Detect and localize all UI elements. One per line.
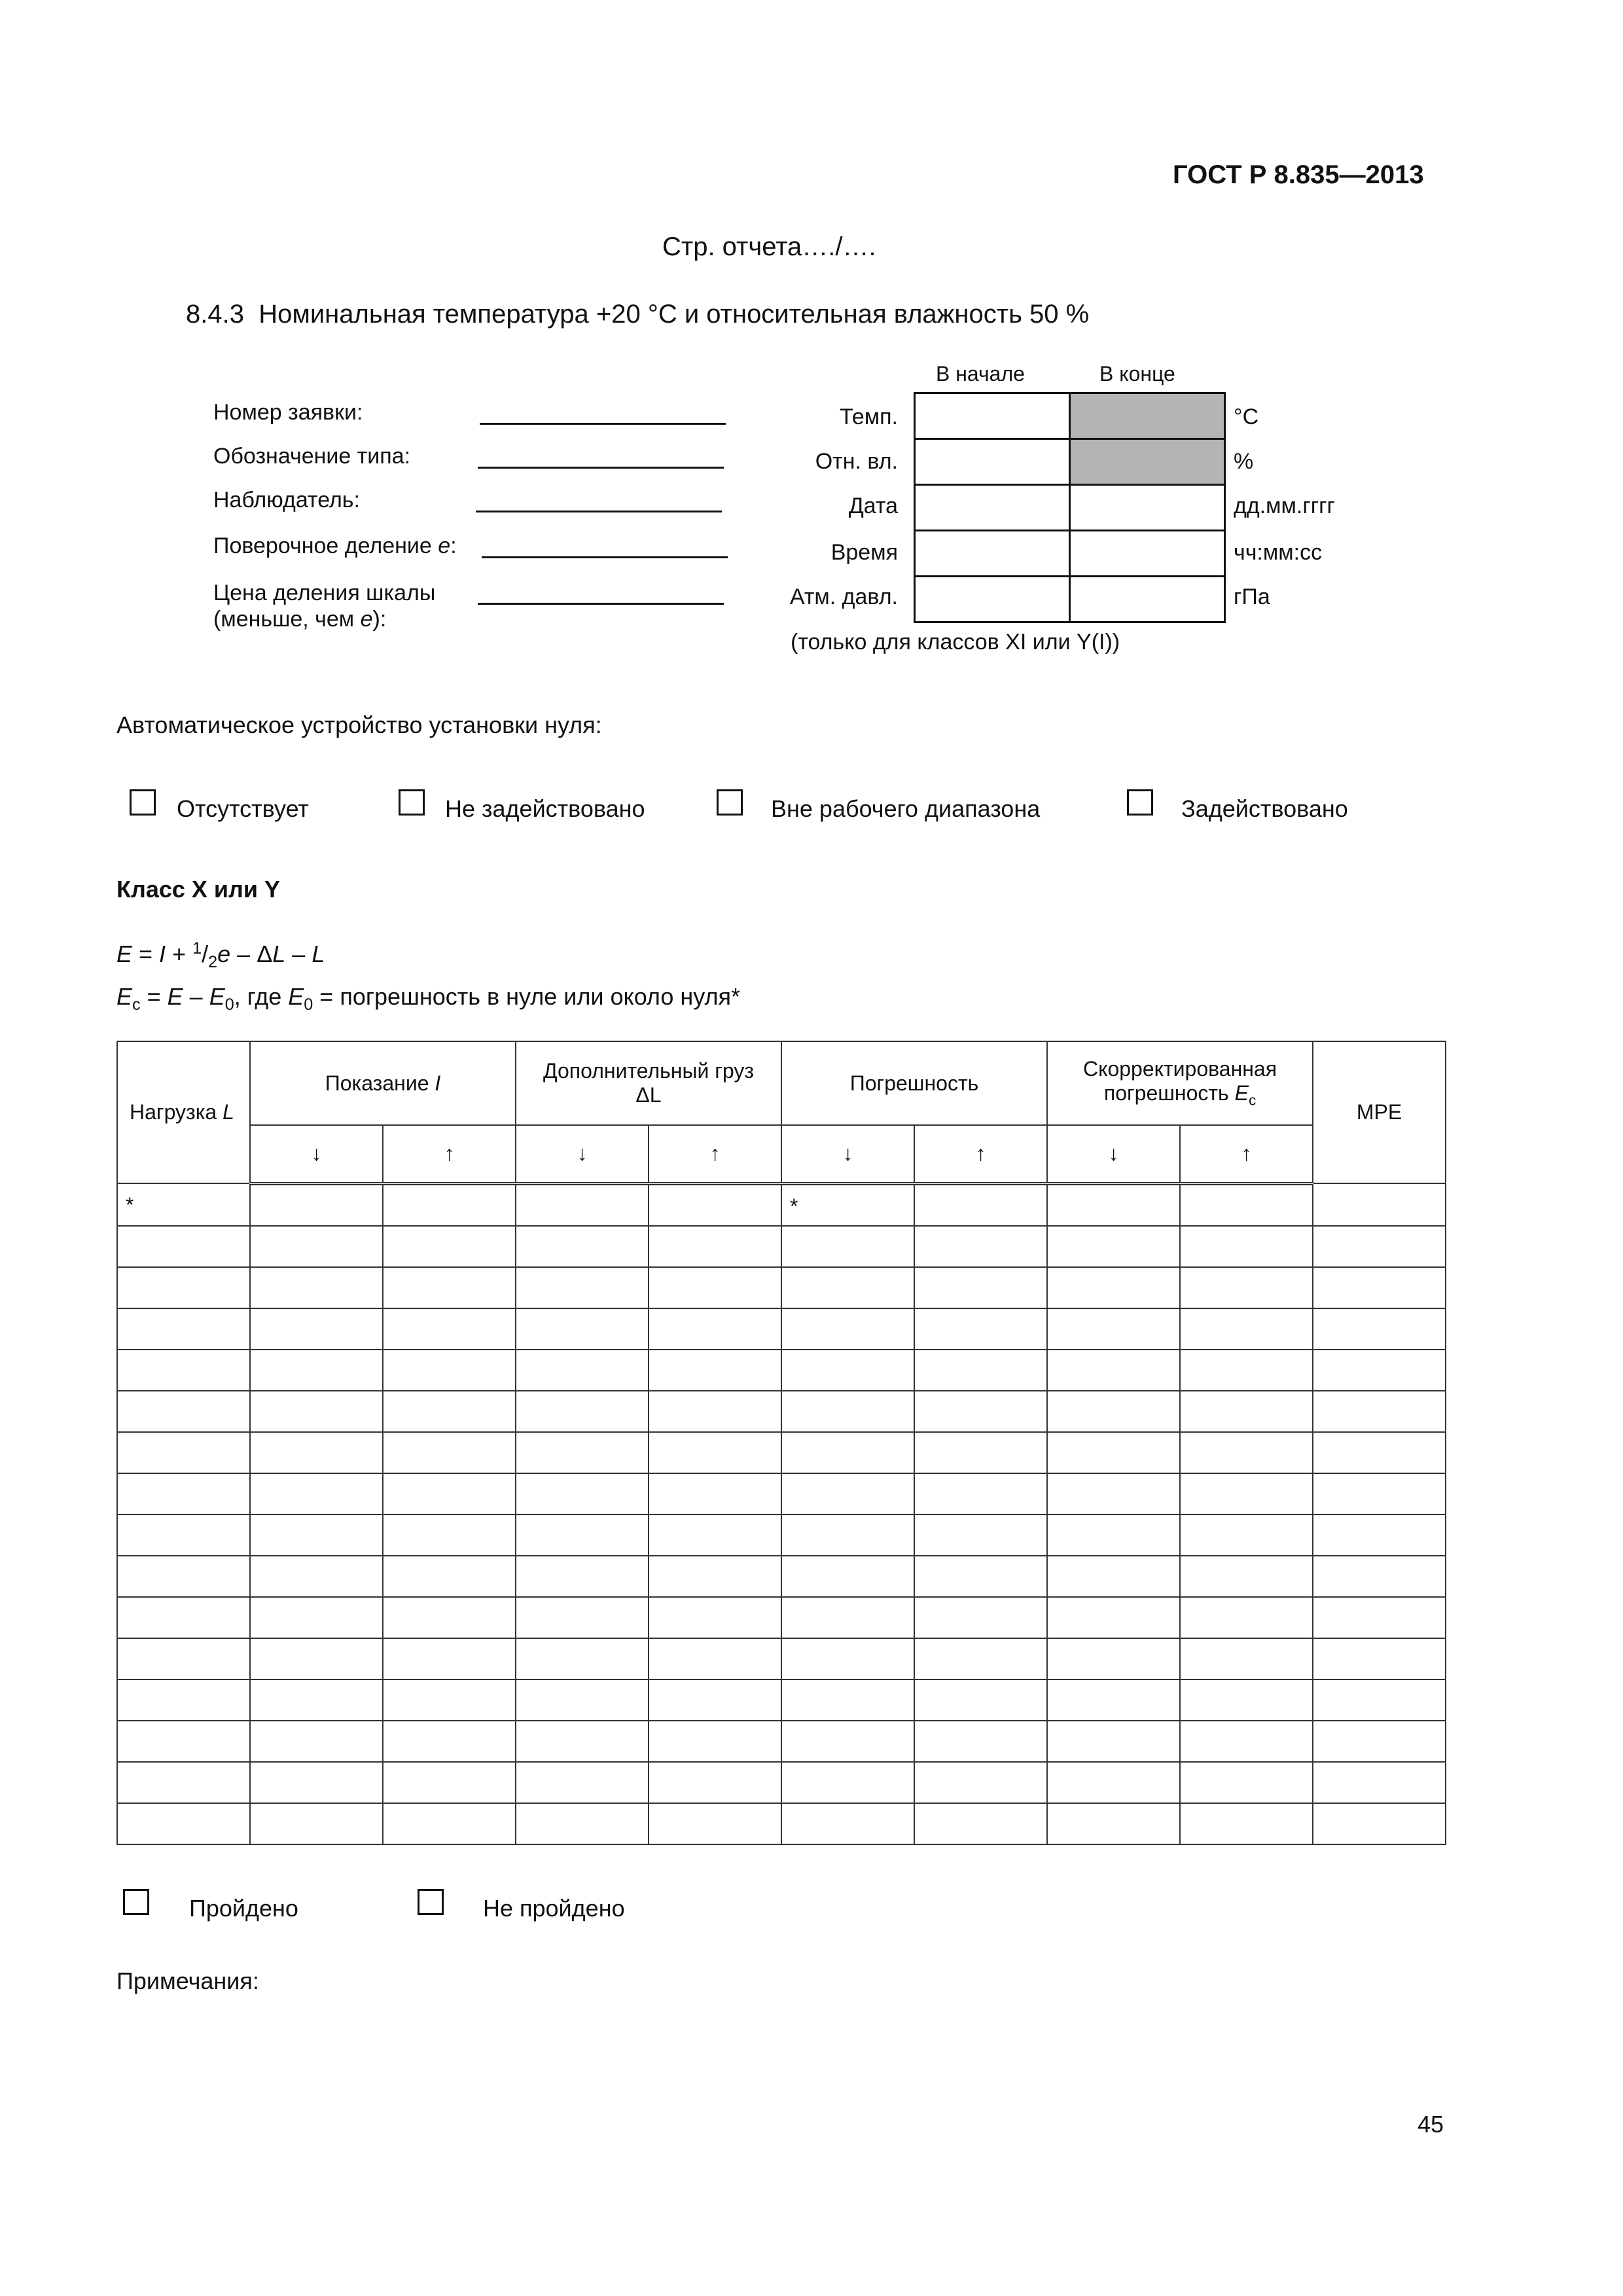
- table-cell[interactable]: [117, 1226, 250, 1267]
- table-cell[interactable]: [1047, 1803, 1180, 1844]
- table-cell[interactable]: [117, 1432, 250, 1473]
- table-cell[interactable]: [516, 1183, 649, 1226]
- table-cell[interactable]: [1180, 1679, 1313, 1721]
- header-corrected-error: Скорректированная погрешность $E_c$: [1047, 1041, 1313, 1125]
- checkbox-failed-label: Не пройдено: [483, 1895, 625, 1922]
- table-cell[interactable]: [250, 1556, 383, 1597]
- checkbox-out-of-range-label: Вне рабочего диапазона: [771, 795, 1041, 822]
- table-cell[interactable]: [383, 1473, 516, 1515]
- table-cell[interactable]: [914, 1556, 1047, 1597]
- table-cell[interactable]: [383, 1226, 516, 1267]
- conditions-label-temp: Темп.: [839, 404, 898, 429]
- pressure-end-cell[interactable]: [1070, 577, 1225, 622]
- table-cell[interactable]: [914, 1721, 1047, 1762]
- table-cell[interactable]: [250, 1803, 383, 1844]
- temp-start-cell[interactable]: [915, 393, 1070, 439]
- table-cell[interactable]: [1047, 1556, 1180, 1597]
- page-number: 45: [1418, 2111, 1444, 2138]
- conditions-unit-pressure: гПа: [1234, 584, 1270, 609]
- checkbox-passed[interactable]: [123, 1889, 149, 1915]
- table-row: [117, 1350, 1446, 1391]
- table-cell[interactable]: [781, 1473, 914, 1515]
- field-line-verification-division[interactable]: [482, 556, 728, 558]
- table-cell[interactable]: [1180, 1226, 1313, 1267]
- field-label-scale-interval-note: (меньше, чем е):: [213, 607, 387, 632]
- table-row: [117, 1803, 1446, 1844]
- table-cell[interactable]: [914, 1391, 1047, 1432]
- table-cell[interactable]: [383, 1803, 516, 1844]
- header-additional-load-text: Дополнительный груз: [543, 1059, 755, 1083]
- conditions-label-date: Дата: [848, 493, 898, 518]
- table-cell[interactable]: [1047, 1432, 1180, 1473]
- table-cell[interactable]: [781, 1679, 914, 1721]
- table-cell[interactable]: [1047, 1762, 1180, 1803]
- checkbox-absent-label: Отсутствует: [177, 795, 309, 822]
- table-cell[interactable]: [649, 1391, 781, 1432]
- table-row: [117, 1638, 1446, 1679]
- table-row: [117, 1473, 1446, 1515]
- header-load-text: Нагрузка: [130, 1100, 217, 1124]
- error-up-arrow-icon: ↑: [914, 1125, 1047, 1183]
- table-cell[interactable]: [250, 1226, 383, 1267]
- table-cell[interactable]: [914, 1762, 1047, 1803]
- zero-device-title: Автоматическое устройство установки нуля:: [116, 711, 602, 738]
- table-cell[interactable]: [1047, 1679, 1180, 1721]
- table-cell[interactable]: [516, 1350, 649, 1391]
- conditions-col-start: В начале: [936, 362, 1025, 386]
- checkbox-passed-label: Пройдено: [189, 1895, 298, 1922]
- table-cell[interactable]: [1047, 1638, 1180, 1679]
- table-cell[interactable]: [1180, 1308, 1313, 1350]
- table-cell[interactable]: [250, 1391, 383, 1432]
- table-cell[interactable]: [649, 1556, 781, 1597]
- formula-corrected-error: $E_c = E - E_0$, где $E_0$ = погрешность в нуле или около нуля*: [116, 983, 740, 1014]
- table-cell[interactable]: [1180, 1638, 1313, 1679]
- conditions-label-time: Время: [830, 540, 898, 565]
- table-cell[interactable]: [1313, 1721, 1446, 1762]
- section-heading: [186, 300, 1089, 329]
- table-cell[interactable]: [781, 1803, 914, 1844]
- table-cell[interactable]: [914, 1350, 1047, 1391]
- conditions-unit-time: чч:мм:сс: [1234, 540, 1323, 565]
- table-cell[interactable]: [117, 1556, 250, 1597]
- table-cell[interactable]: [914, 1638, 1047, 1679]
- table-cell[interactable]: [1180, 1183, 1313, 1226]
- table-cell[interactable]: [914, 1473, 1047, 1515]
- humidity-end-cell-shaded: [1070, 439, 1225, 485]
- table-cell[interactable]: [1313, 1762, 1446, 1803]
- field-line-type[interactable]: [478, 467, 724, 469]
- table-cell[interactable]: [383, 1762, 516, 1803]
- table-cell[interactable]: [516, 1638, 649, 1679]
- header-indication-text: Показание: [325, 1071, 429, 1095]
- table-cell[interactable]: [117, 1473, 250, 1515]
- measurement-table-body: [117, 1183, 1446, 1844]
- table-cell[interactable]: [649, 1597, 781, 1638]
- table-cell[interactable]: [914, 1308, 1047, 1350]
- conditions-row-temp: [915, 393, 1225, 439]
- table-cell[interactable]: [781, 1762, 914, 1803]
- table-cell[interactable]: [250, 1679, 383, 1721]
- conditions-unit-humidity: %: [1234, 449, 1254, 474]
- conditions-row-date: [915, 485, 1225, 531]
- table-cell[interactable]: [1180, 1597, 1313, 1638]
- table-cell[interactable]: [1180, 1473, 1313, 1515]
- table-cell[interactable]: [516, 1226, 649, 1267]
- table-cell[interactable]: [516, 1721, 649, 1762]
- corrected-error-down-arrow-icon: ↓: [1047, 1125, 1180, 1183]
- checkbox-absent[interactable]: [130, 789, 156, 816]
- table-cell[interactable]: [1313, 1391, 1446, 1432]
- class-heading: Класс X или Y: [116, 876, 281, 903]
- table-cell[interactable]: [1313, 1679, 1446, 1721]
- measurement-table: [116, 1041, 1446, 1845]
- checkbox-failed[interactable]: [418, 1889, 444, 1915]
- table-cell[interactable]: [1313, 1473, 1446, 1515]
- table-cell[interactable]: [781, 1350, 914, 1391]
- conditions-table: [914, 392, 1226, 623]
- table-row: [117, 1267, 1446, 1308]
- table-cell[interactable]: [649, 1308, 781, 1350]
- table-cell[interactable]: [1313, 1597, 1446, 1638]
- table-cell[interactable]: [1180, 1762, 1313, 1803]
- table-cell[interactable]: [781, 1515, 914, 1556]
- table-cell[interactable]: [781, 1597, 914, 1638]
- formula-error: $E = I + ^1/_2e - \Delta L - L$: [116, 939, 325, 972]
- table-cell[interactable]: [250, 1473, 383, 1515]
- table-cell[interactable]: [1180, 1391, 1313, 1432]
- table-cell[interactable]: [250, 1308, 383, 1350]
- table-cell[interactable]: [383, 1267, 516, 1308]
- table-cell[interactable]: [649, 1432, 781, 1473]
- table-cell[interactable]: [117, 1597, 250, 1638]
- table-cell[interactable]: [383, 1721, 516, 1762]
- table-cell[interactable]: [1047, 1183, 1180, 1226]
- table-cell[interactable]: [781, 1226, 914, 1267]
- report-page-label: Стр. отчета…./….: [662, 232, 876, 261]
- table-cell[interactable]: [516, 1679, 649, 1721]
- table-cell[interactable]: [649, 1515, 781, 1556]
- table-cell[interactable]: [516, 1267, 649, 1308]
- checkbox-not-engaged[interactable]: [399, 789, 425, 816]
- formula-tail: = погрешность в нуле или около нуля*: [313, 983, 740, 1010]
- table-cell[interactable]: [781, 1556, 914, 1597]
- table-cell[interactable]: [1047, 1515, 1180, 1556]
- time-end-cell[interactable]: [1070, 531, 1225, 577]
- table-cell[interactable]: [781, 1267, 914, 1308]
- table-cell[interactable]: [117, 1803, 250, 1844]
- pressure-start-cell[interactable]: [915, 577, 1070, 622]
- table-cell[interactable]: [1313, 1350, 1446, 1391]
- header-corrected-error-text2: погрешность: [1103, 1081, 1229, 1105]
- table-cell[interactable]: [1047, 1350, 1180, 1391]
- conditions-label-pressure: Атм. давл.: [789, 584, 898, 609]
- table-cell[interactable]: [516, 1308, 649, 1350]
- table-cell[interactable]: [117, 1515, 250, 1556]
- table-cell[interactable]: [1180, 1267, 1313, 1308]
- header-corrected-error-text: Скорректированная: [1082, 1057, 1277, 1081]
- field-line-request-number[interactable]: [480, 423, 726, 425]
- conditions-unit-temp: °С: [1234, 404, 1259, 429]
- field-label-verification-division: [213, 533, 457, 559]
- table-row: [117, 1391, 1446, 1432]
- table-cell[interactable]: [914, 1183, 1047, 1226]
- error-down-arrow-icon: ↓: [781, 1125, 914, 1183]
- table-row: [117, 1762, 1446, 1803]
- additional-load-down-arrow-icon: ↓: [516, 1125, 649, 1183]
- zero-error-mark: *: [790, 1194, 798, 1218]
- field-label-observer: Наблюдатель:: [213, 488, 360, 512]
- table-cell[interactable]: [1313, 1432, 1446, 1473]
- corrected-error-up-arrow-icon: ↑: [1180, 1125, 1313, 1183]
- additional-load-up-arrow-icon: ↑: [649, 1125, 781, 1183]
- table-cell[interactable]: [250, 1350, 383, 1391]
- table-cell[interactable]: [1047, 1226, 1180, 1267]
- table-cell[interactable]: [1313, 1556, 1446, 1597]
- field-line-scale-interval[interactable]: [478, 603, 724, 605]
- table-cell[interactable]: [383, 1432, 516, 1473]
- table-cell[interactable]: [383, 1308, 516, 1350]
- table-row: [117, 1226, 1446, 1267]
- table-cell[interactable]: [383, 1597, 516, 1638]
- table-cell[interactable]: [516, 1762, 649, 1803]
- table-cell[interactable]: [1313, 1515, 1446, 1556]
- checkbox-out-of-range[interactable]: [717, 789, 743, 816]
- field-label-request-number: Номер заявки:: [213, 400, 363, 425]
- table-cell[interactable]: [914, 1226, 1047, 1267]
- table-cell[interactable]: [649, 1473, 781, 1515]
- field-label-scale-interval: Цена деления шкалы: [213, 581, 436, 605]
- table-cell[interactable]: [383, 1515, 516, 1556]
- table-cell[interactable]: [649, 1226, 781, 1267]
- table-row: [117, 1597, 1446, 1638]
- table-cell[interactable]: [117, 1638, 250, 1679]
- table-cell[interactable]: [117, 1762, 250, 1803]
- table-row: [117, 1679, 1446, 1721]
- header-indication: [250, 1041, 516, 1125]
- conditions-col-end: В конце: [1099, 362, 1175, 386]
- field-label-verification-division-text: Поверочное деление е:: [213, 533, 457, 558]
- table-cell[interactable]: [649, 1638, 781, 1679]
- table-row: [117, 1183, 1446, 1226]
- formula-where: , где: [234, 983, 289, 1010]
- table-cell[interactable]: [516, 1556, 649, 1597]
- table-cell[interactable]: [1180, 1721, 1313, 1762]
- conditions-note: (только для классов XI или Y(I)): [791, 630, 1120, 655]
- table-row: [117, 1721, 1446, 1762]
- conditions-row-humidity: [915, 439, 1225, 485]
- table-cell[interactable]: [1047, 1597, 1180, 1638]
- table-cell[interactable]: [914, 1679, 1047, 1721]
- header-mpe: MPE: [1313, 1041, 1446, 1183]
- table-cell[interactable]: [250, 1638, 383, 1679]
- table-cell[interactable]: [1313, 1803, 1446, 1844]
- table-cell[interactable]: [649, 1803, 781, 1844]
- table-cell[interactable]: [250, 1597, 383, 1638]
- table-cell[interactable]: [1313, 1308, 1446, 1350]
- table-cell[interactable]: [914, 1597, 1047, 1638]
- table-cell[interactable]: [781, 1183, 914, 1226]
- checkbox-engaged[interactable]: [1127, 789, 1153, 816]
- table-cell[interactable]: [117, 1679, 250, 1721]
- table-cell[interactable]: [516, 1803, 649, 1844]
- table-cell[interactable]: [914, 1267, 1047, 1308]
- zero-load-mark: *: [126, 1193, 134, 1217]
- table-row: [117, 1432, 1446, 1473]
- table-cell[interactable]: [117, 1391, 250, 1432]
- table-cell[interactable]: [250, 1762, 383, 1803]
- table-cell[interactable]: [250, 1432, 383, 1473]
- table-cell[interactable]: [250, 1721, 383, 1762]
- table-cell[interactable]: [781, 1432, 914, 1473]
- conditions-row-time: [915, 531, 1225, 577]
- table-cell[interactable]: [1047, 1721, 1180, 1762]
- table-cell[interactable]: [1047, 1473, 1180, 1515]
- table-cell[interactable]: [649, 1350, 781, 1391]
- conditions-label-humidity: Отн. вл.: [815, 449, 898, 474]
- indication-down-arrow-icon: ↓: [250, 1125, 383, 1183]
- table-cell[interactable]: [649, 1721, 781, 1762]
- table-cell[interactable]: [1313, 1226, 1446, 1267]
- time-start-cell[interactable]: [915, 531, 1070, 577]
- conditions-row-pressure: [915, 577, 1225, 622]
- table-cell[interactable]: [1047, 1267, 1180, 1308]
- table-cell[interactable]: [383, 1183, 516, 1226]
- table-cell[interactable]: [914, 1432, 1047, 1473]
- table-cell[interactable]: [781, 1638, 914, 1679]
- table-cell[interactable]: [1180, 1350, 1313, 1391]
- checkbox-engaged-label: Задействовано: [1181, 795, 1348, 822]
- header-error: Погрешность: [781, 1041, 1047, 1125]
- table-cell[interactable]: [1047, 1308, 1180, 1350]
- table-cell[interactable]: [117, 1721, 250, 1762]
- table-cell[interactable]: [117, 1308, 250, 1350]
- table-cell[interactable]: [1180, 1432, 1313, 1473]
- table-row: [117, 1308, 1446, 1350]
- header-load: [117, 1041, 250, 1183]
- table-cell[interactable]: [250, 1267, 383, 1308]
- date-end-cell[interactable]: [1070, 485, 1225, 531]
- table-cell[interactable]: [1313, 1638, 1446, 1679]
- checkbox-not-engaged-label: Не задействовано: [445, 795, 645, 822]
- table-row: [117, 1556, 1446, 1597]
- table-cell[interactable]: [649, 1267, 781, 1308]
- table-cell[interactable]: [781, 1308, 914, 1350]
- table-cell[interactable]: [649, 1183, 781, 1226]
- table-cell[interactable]: [117, 1350, 250, 1391]
- temp-end-cell-shaded: [1070, 393, 1225, 439]
- table-cell[interactable]: [383, 1638, 516, 1679]
- table-cell[interactable]: [383, 1556, 516, 1597]
- table-cell[interactable]: [516, 1391, 649, 1432]
- field-line-observer[interactable]: [476, 511, 722, 512]
- table-cell[interactable]: [383, 1350, 516, 1391]
- table-cell[interactable]: [516, 1473, 649, 1515]
- table-cell[interactable]: [250, 1515, 383, 1556]
- section-title: Номинальная температура +20 °С и относительная влажность 50 %: [259, 300, 1090, 329]
- table-cell[interactable]: [914, 1803, 1047, 1844]
- field-label-type: Обозначение типа:: [213, 444, 411, 469]
- humidity-start-cell[interactable]: [915, 439, 1070, 485]
- table-cell[interactable]: [383, 1679, 516, 1721]
- table-cell[interactable]: [1180, 1556, 1313, 1597]
- table-cell[interactable]: [1313, 1183, 1446, 1226]
- table-cell[interactable]: [1047, 1391, 1180, 1432]
- table-cell[interactable]: [250, 1183, 383, 1226]
- table-cell[interactable]: [781, 1391, 914, 1432]
- table-cell[interactable]: [1180, 1515, 1313, 1556]
- table-cell[interactable]: [1313, 1267, 1446, 1308]
- table-cell[interactable]: [117, 1267, 250, 1308]
- table-cell[interactable]: [1180, 1803, 1313, 1844]
- table-cell[interactable]: [914, 1515, 1047, 1556]
- table-cell[interactable]: [649, 1679, 781, 1721]
- table-cell[interactable]: [117, 1183, 250, 1226]
- conditions-unit-date: дд.мм.гггг: [1234, 493, 1335, 518]
- table-row: [117, 1515, 1446, 1556]
- table-cell[interactable]: [383, 1391, 516, 1432]
- header-additional-load: [516, 1041, 781, 1125]
- table-cell[interactable]: [516, 1597, 649, 1638]
- indication-up-arrow-icon: ↑: [383, 1125, 516, 1183]
- header-indication-symbol: I: [435, 1071, 441, 1095]
- notes-label: Примечания:: [116, 1967, 259, 1994]
- table-cell[interactable]: [649, 1762, 781, 1803]
- header-load-symbol: L: [223, 1100, 234, 1124]
- table-cell[interactable]: [781, 1721, 914, 1762]
- document-code: ГОСТ Р 8.835—2013: [1173, 160, 1424, 189]
- table-cell[interactable]: [516, 1515, 649, 1556]
- section-number: 8.4.3: [186, 300, 244, 329]
- date-start-cell[interactable]: [915, 485, 1070, 531]
- table-cell[interactable]: [516, 1432, 649, 1473]
- header-additional-load-symbol: ΔL: [635, 1083, 662, 1107]
